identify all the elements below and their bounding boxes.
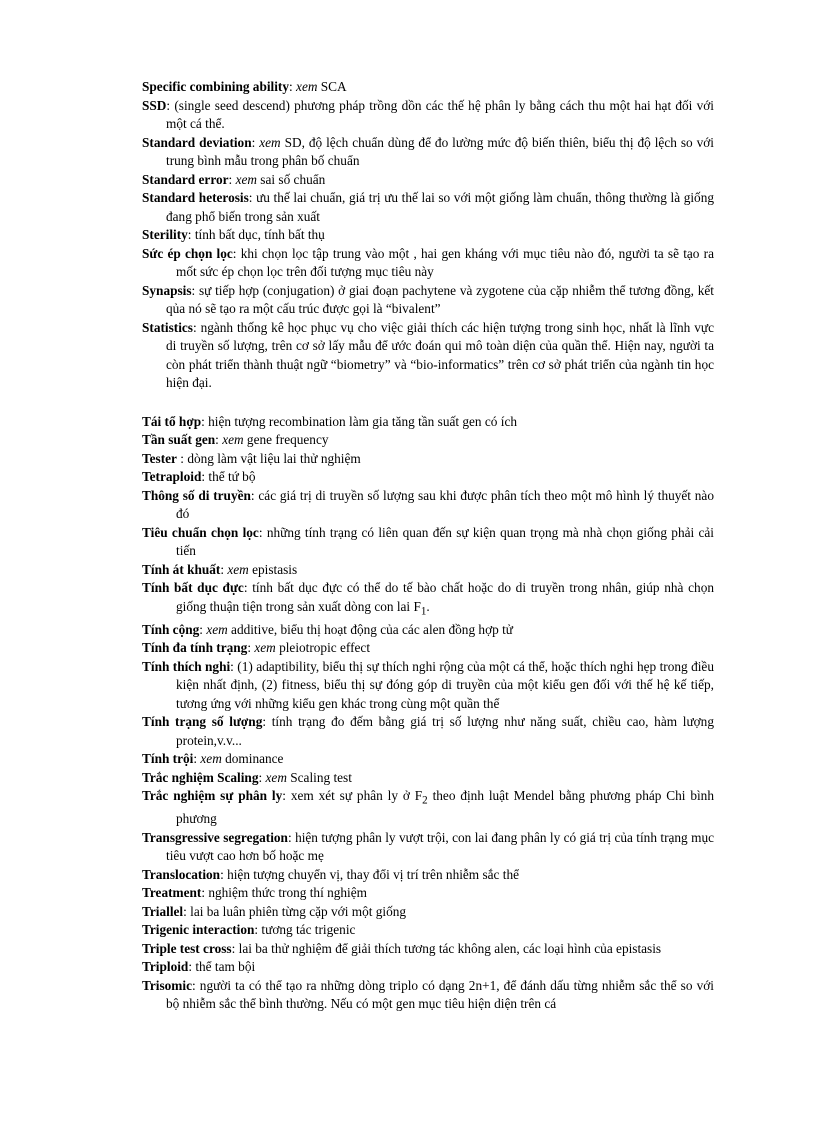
glossary-term: Sức ép chọn lọc — [142, 245, 233, 261]
glossary-definition: sự tiếp hợp (conjugation) ở giai đoạn pachytene và zygotene của cặp nhiễm thể tương đồng, kết qủa nó sẽ tạo ra một cấu trúc được gọi là “bivalent” — [166, 282, 714, 316]
glossary-definition: các giá trị di truyền số lượng sau khi được phân tích theo một mô hình lý thuyết nào đó — [176, 487, 714, 521]
glossary-entry — [142, 282, 714, 319]
term-separator: : — [183, 903, 191, 919]
term-separator: : — [220, 866, 228, 882]
glossary-list-t — [142, 413, 714, 1014]
glossary-entry — [142, 787, 714, 829]
term-separator: : — [191, 282, 199, 298]
term-separator: : — [231, 940, 239, 956]
glossary-entry — [142, 78, 714, 97]
glossary-term: Tính bất dục đực — [142, 580, 244, 595]
term-separator: : — [247, 640, 255, 656]
term-separator: : — [215, 432, 223, 447]
glossary-term: Trắc nghiệm Scaling — [142, 769, 259, 785]
glossary-entry — [142, 319, 714, 393]
glossary-entry — [142, 245, 714, 282]
glossary-entry — [142, 561, 714, 580]
glossary-definition: sai số chuẩn — [256, 171, 326, 187]
glossary-term: Treatment — [142, 885, 202, 901]
term-separator: : — [220, 561, 228, 577]
term-separator: : — [230, 658, 238, 674]
glossary-entry — [142, 524, 714, 561]
glossary-definition: thể tam bội — [195, 959, 256, 975]
glossary-term: Tính át khuất — [142, 561, 221, 577]
term-separator: : — [262, 714, 272, 730]
glossary-term: Tính trạng số lượng — [142, 714, 263, 730]
term-separator: : — [250, 487, 259, 503]
glossary-definition: lai ba thử nghiệm để giải thích tương tác không alen, các loại hình của epistasis — [238, 940, 662, 956]
glossary-definition: xem xét sự phân ly ở F — [290, 788, 423, 804]
glossary-definition: tính bất dục đực có thể do tế bào chất hoặc do di truyền trong nhân, giúp nhà chọn giống thuận tiện trong sản xuất dòng con lai F — [176, 580, 714, 614]
term-separator: : — [166, 97, 175, 113]
glossary-definition: dòng làm vật liệu lai thử nghiệm — [187, 450, 361, 466]
glossary-definition: hiện tượng recombination làm gia tăng tần suất gen có ích — [208, 413, 518, 429]
glossary-definition: tính bất dục, tính bất thụ — [194, 227, 325, 242]
glossary-definition: gene frequency — [243, 432, 329, 447]
glossary-entry — [142, 579, 714, 621]
glossary-definition: nghiệm thức trong thí nghiệm — [208, 885, 367, 901]
term-separator: : — [201, 885, 209, 901]
glossary-term: Tính đa tính trạng — [142, 640, 248, 656]
glossary-term: Tiêu chuẩn chọn lọc — [142, 524, 259, 540]
subscript: 1 — [420, 605, 427, 618]
glossary-entry — [142, 769, 714, 788]
glossary-definition: hiện tượng chuyển vị, thay đổi vị trí trên nhiễm sắc thể — [227, 866, 520, 882]
glossary-entry — [142, 226, 714, 245]
glossary-definition: additive, biểu thị hoạt động của các alen đồng hợp tử — [227, 621, 513, 637]
glossary-term: Tính cộng — [142, 621, 200, 637]
term-separator: : — [254, 922, 262, 938]
glossary-entry — [142, 487, 714, 524]
term-separator: : — [176, 450, 188, 466]
term-separator: : — [191, 977, 200, 993]
glossary-entry — [142, 921, 714, 940]
glossary-definition: (single seed descend) phương pháp trồng dồn các thế hệ phân ly bằng cách thu một hai hạt đối với một cá thể. — [166, 97, 714, 131]
term-separator: : — [188, 959, 196, 975]
term-separator: : — [258, 769, 266, 785]
glossary-term: Transgressive segregation — [142, 829, 288, 845]
glossary-term: Triallel — [142, 903, 184, 919]
glossary-definition: SD, độ lệch chuẩn dùng để đo lường mức độ biến thiên, biểu thị độ lệch so với trung bình mẫu trong phân bố chuẩn — [166, 134, 714, 168]
see-reference: xem — [235, 171, 257, 187]
glossary-entry — [142, 829, 714, 866]
glossary-entry — [142, 450, 714, 469]
glossary-entry — [142, 468, 714, 487]
section-gap — [142, 393, 714, 413]
glossary-entry — [142, 189, 714, 226]
see-reference: xem — [296, 79, 318, 94]
glossary-entry — [142, 713, 714, 750]
glossary-list-s — [142, 78, 714, 393]
term-separator: : — [232, 245, 241, 261]
glossary-entry — [142, 750, 714, 769]
see-reference: xem — [222, 432, 244, 447]
term-separator: : — [199, 621, 207, 637]
glossary-definition: tính trạng đo đếm bằng giá trị số lượng như năng suất, chiều cao, hàm lượng protein,v.v... — [176, 714, 714, 748]
glossary-term: Tester — [142, 450, 177, 466]
glossary-entry — [142, 639, 714, 658]
glossary-definition: (1) adaptibility, biểu thị sự thích nghi rộng của một cá thể, hoặc thích nghi hẹp trong điều kiện nhất định, (2) fitness, biểu thị sự đóng góp di truyền của một kiểu gen đối với thế hệ kế tiếp, tương ứng với những kiểu gen khác trong cùng một quần thể — [176, 658, 714, 711]
term-separator: : — [282, 788, 291, 804]
subscript: 2 — [422, 794, 428, 807]
term-separator: : — [248, 190, 257, 205]
term-separator: : — [192, 319, 201, 335]
glossary-entry — [142, 958, 714, 977]
glossary-term: Synapsis — [142, 282, 192, 298]
see-reference: xem — [227, 561, 249, 577]
glossary-term: Tetraploid — [142, 469, 202, 484]
glossary-term: Standard deviation — [142, 134, 252, 150]
glossary-term: Trigenic interaction — [142, 922, 255, 938]
glossary-term: Translocation — [142, 866, 221, 882]
glossary-definition: pleiotropic effect — [275, 640, 371, 656]
glossary-entry — [142, 134, 714, 171]
glossary-term: Thông số di truyền — [142, 487, 251, 503]
glossary-term: Sterility — [142, 227, 188, 242]
term-separator: : — [287, 829, 296, 845]
glossary-definition: lai ba luân phiên từng cặp với một giống — [190, 903, 407, 919]
glossary-definition: SCA — [317, 79, 347, 94]
glossary-entry — [142, 431, 714, 450]
glossary-term: Triple test cross — [142, 940, 232, 956]
term-separator: : — [187, 227, 195, 242]
term-separator: : — [243, 580, 253, 595]
glossary-definition: ưu thế lai chuẩn, giá trị ưu thế lai so với một giống làm chuẩn, thông thường là giống đang phổ biến trong sản xuất — [166, 190, 714, 224]
glossary-term: Tính trội — [142, 751, 194, 767]
glossary-definition: những tính trạng có liên quan đến sự kiện quan trọng mà nhà chọn giống phải cải tiến — [176, 524, 714, 558]
glossary-definition: khi chọn lọc tập trung vào một , hai gen kháng với mục tiêu nào đó, người ta sẽ tạo ra mốt sức ép chọn lọc trên đối tượng mục tiêu này — [176, 245, 714, 279]
see-reference: xem — [200, 751, 222, 767]
glossary-definition: Scaling test — [286, 769, 352, 785]
glossary-entry — [142, 884, 714, 903]
see-reference: xem — [254, 640, 276, 656]
glossary-term: Standard heterosis — [142, 190, 249, 205]
glossary-term: Statistics — [142, 319, 193, 335]
term-separator: : — [289, 79, 297, 94]
glossary-definition-tail: . — [426, 598, 430, 614]
glossary-entry — [142, 940, 714, 959]
see-reference: xem — [259, 134, 281, 150]
glossary-term: Trisomic — [142, 977, 192, 993]
glossary-term: Trắc nghiệm sự phân ly — [142, 788, 283, 804]
glossary-page — [142, 78, 714, 1014]
glossary-entry — [142, 171, 714, 190]
glossary-definition: người ta có thể tạo ra những dòng triplo có dạng 2n+1, để đánh dấu từng nhiễm sắc thể so với bộ nhiễm sắc thể bình thường. Nếu có một gen mục tiêu hiện diện trên cá — [166, 977, 714, 1012]
glossary-term: Specific combining ability — [142, 79, 290, 94]
glossary-entry — [142, 621, 714, 640]
term-separator: : — [201, 413, 209, 429]
term-separator: : — [251, 134, 260, 150]
glossary-term: Tần suất gen — [142, 432, 216, 447]
see-reference: xem — [206, 621, 228, 637]
glossary-definition: ngành thống kê học phục vụ cho việc giải thích các hiện tượng trong sinh học, nhất là lĩnh vực di truyền số lượng, trên cơ sở lấy mẫu để ước đoán qui mô toàn diện của quần thể. Hiện nay, người ta còn phát triển thành thuật ngữ “biometry” và “bio-informatics” trên cơ sở phát triển của ngành tin học hiện đại. — [166, 319, 714, 390]
glossary-entry — [142, 413, 714, 432]
see-reference: xem — [265, 769, 287, 785]
glossary-term: SSD — [142, 97, 167, 113]
glossary-entry — [142, 977, 714, 1014]
glossary-term: Tái tổ hợp — [142, 413, 202, 429]
glossary-definition: tương tác trigenic — [261, 922, 356, 938]
glossary-definition: hiện tượng phân ly vượt trội, con lai đang phân ly có giá trị của tính trạng mục tiêu vượt cao hơn bố hoặc mẹ — [166, 829, 714, 864]
glossary-definition-tail: theo định luật Mendel bằng phương pháp Chi bình phương — [176, 788, 714, 827]
term-separator: : — [193, 751, 201, 767]
glossary-entry — [142, 658, 714, 714]
glossary-definition: thể tứ bộ — [208, 469, 256, 484]
glossary-term: Triploid — [142, 959, 189, 975]
glossary-entry — [142, 97, 714, 134]
glossary-entry — [142, 903, 714, 922]
term-separator: : — [258, 524, 267, 540]
term-separator: : — [201, 469, 209, 484]
term-separator: : — [228, 171, 236, 187]
glossary-definition: dominance — [221, 751, 284, 767]
glossary-definition: epistasis — [248, 561, 298, 577]
glossary-term: Standard error — [142, 171, 229, 187]
glossary-term: Tính thích nghi — [142, 658, 231, 674]
glossary-entry — [142, 866, 714, 885]
